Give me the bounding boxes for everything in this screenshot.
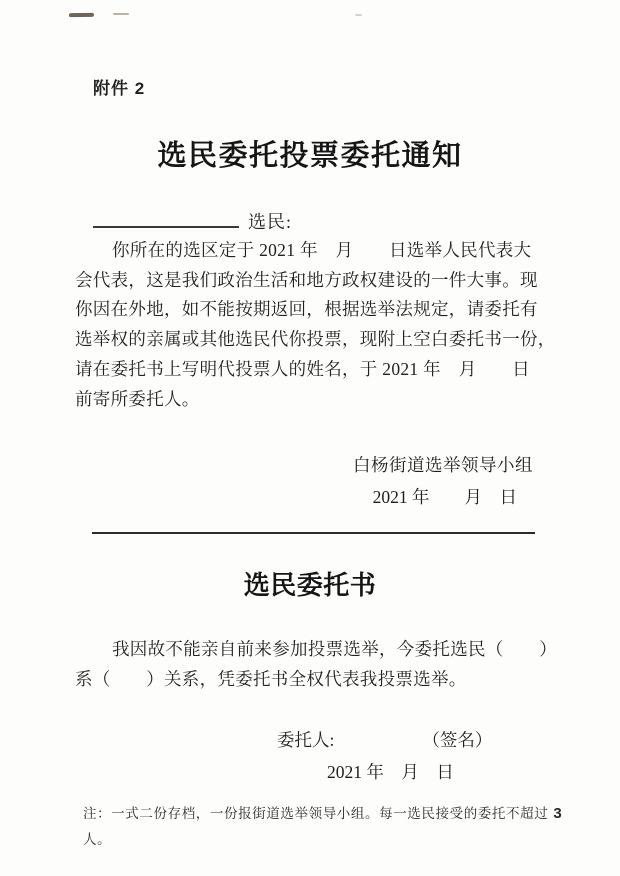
notice-body-line: 你所在的选区定于 2021 年 月 日选举人民代表大	[112, 239, 532, 260]
notice-body-line: 你因在外地，如不能按期返回，根据选举法规定，请委托有	[75, 299, 538, 320]
signature-hint: （签名）	[422, 730, 493, 750]
notice-body-line: 选举权的亲属或其他选民代你投票，现附上空白委托书一份，	[75, 329, 556, 350]
section-divider	[92, 532, 535, 534]
footnote-number: 3	[553, 805, 563, 822]
principal-label: 委托人:	[277, 730, 335, 750]
footnote-line: 人。	[83, 832, 112, 847]
scan-artifact	[69, 13, 94, 17]
notice-title: 选民委托投票委托通知	[157, 140, 463, 172]
salutation-label: 选民:	[248, 212, 293, 232]
footnote-text: 一式二份存档，一份报街道选举领导小组。每一选民接受的委托不超过	[111, 806, 549, 821]
footnote	[83, 804, 563, 850]
blank-underline	[93, 206, 239, 228]
proxy-form-body	[75, 634, 557, 694]
proxy-sign-row	[277, 727, 492, 752]
proxy-date: 2021 年 月 日	[327, 762, 454, 782]
notice-body-line: 请在委托书上写明代投票人的姓名，于 2021 年 月 日	[75, 358, 530, 379]
proxy-body-line: 系（ ）关系，凭委托书全权代表我投票选举。	[75, 669, 467, 689]
footnote-line	[83, 804, 563, 824]
scan-artifact	[113, 13, 129, 15]
notice-date: 2021 年 月 日	[372, 487, 517, 507]
salutation-row	[75, 206, 551, 236]
notice-body-line: 前寄所委托人。	[75, 388, 200, 409]
proxy-body-line: 我因故不能亲自前来参加投票选举，今委托选民（ ）	[112, 639, 557, 659]
notice-signer: 白杨街道选举领导小组	[353, 455, 533, 475]
attachment-label: 附件 2	[93, 79, 146, 98]
scan-artifact	[355, 14, 362, 16]
proxy-form-title: 选民委托书	[243, 571, 377, 600]
notice-body-line: 会代表，这是我们政治生活和地方政权建设的一件大事。现	[75, 269, 538, 290]
notice-body	[75, 206, 556, 415]
footnote-label: 注：	[83, 806, 112, 821]
